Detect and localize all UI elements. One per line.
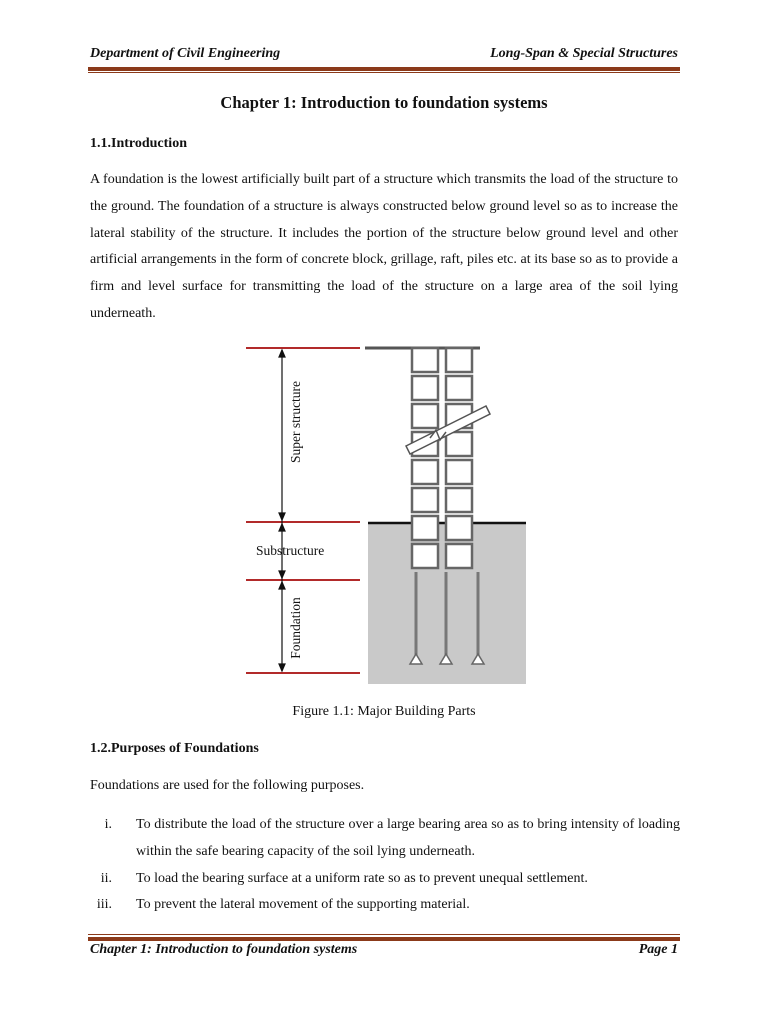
list-item <box>90 892 680 919</box>
figure-caption: Figure 1.1: Major Building Parts <box>292 704 476 719</box>
label-super-structure: Super structure <box>288 380 303 464</box>
chapter-title: Chapter 1: Introduction to foundation systems <box>220 93 548 112</box>
footer-page-number: Page 1 <box>638 942 678 957</box>
list-item-number: iii. <box>96 897 112 913</box>
header-rule-thick <box>88 67 680 71</box>
label-foundation: Foundation <box>288 597 303 659</box>
section-heading-introduction: 1.1.Introduction <box>90 136 187 151</box>
list-item-text: To load the bearing surface at a uniform rate so as to prevent unequal settlement. <box>136 870 588 886</box>
footer-rule-thin <box>88 934 680 935</box>
page-header <box>90 46 678 66</box>
list-item <box>90 866 680 893</box>
list-item <box>90 812 680 866</box>
section-heading-purposes: 1.2.Purposes of Foundations <box>90 741 259 756</box>
list-item-number: i. <box>104 817 112 832</box>
dimension-line <box>279 350 285 671</box>
footer-chapter: Chapter 1: Introduction to foundation systems <box>90 942 358 957</box>
list-item-number: ii. <box>100 870 112 886</box>
figure-building-parts <box>240 338 540 688</box>
header-rule-thin <box>88 72 680 73</box>
list-item-text: To distribute the load of the structure over a large bearing area so as to bring intensity of loading within the safe bearing capacity of the soil lying underneath. <box>136 817 680 859</box>
list-item-text: To prevent the lateral movement of the supporting material. <box>136 897 470 913</box>
purposes-list <box>90 812 680 919</box>
purposes-intro: Foundations are used for the following purposes. <box>90 778 365 793</box>
introduction-paragraph: A foundation is the lowest artificially built part of a structure which transmits the load of the structure to the ground. The foundation of a structure is always constructed below ground level so as to increase the lateral stability of the structure. It includes the portion of the structure below ground level and other artificial arrangements in the form of concrete block, grillage, raft, piles etc. at its base so as to provide a firm and level surface for transmitting the load of the structure on a large area of the soil lying underneath. <box>90 172 678 321</box>
header-department: Department of Civil Engineering <box>90 46 281 61</box>
label-substructure: Substructure <box>256 543 325 558</box>
footer-rule-thick <box>88 937 680 941</box>
page-footer <box>90 942 678 962</box>
header-course: Long-Span & Special Structures <box>490 46 678 61</box>
